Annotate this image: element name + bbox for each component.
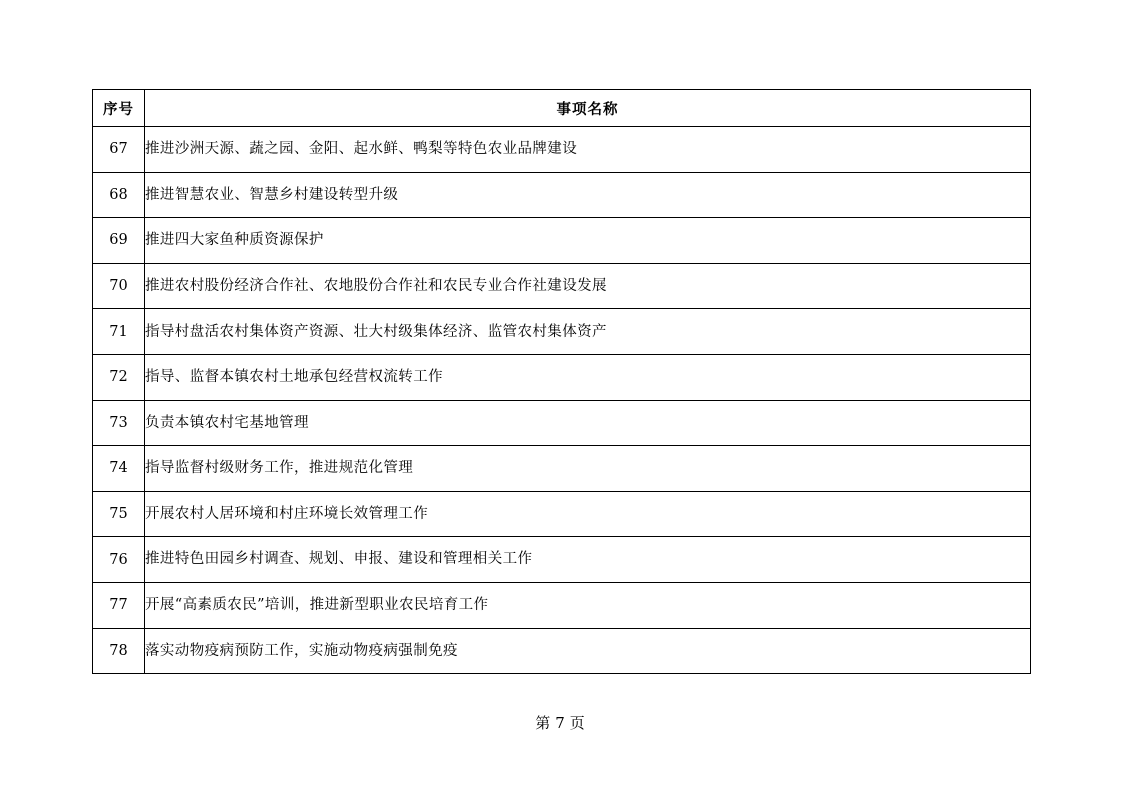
row-index: 78 <box>93 628 145 674</box>
row-index: 75 <box>93 491 145 537</box>
table-row <box>93 582 1031 628</box>
row-item-name: 推进四大家鱼种质资源保护 <box>145 218 1031 264</box>
table-row <box>93 491 1031 537</box>
table-body <box>93 127 1031 674</box>
table-row <box>93 218 1031 264</box>
table-row <box>93 446 1031 492</box>
table-row <box>93 628 1031 674</box>
page-number: 7 <box>555 714 567 732</box>
table-row <box>93 400 1031 446</box>
table-row <box>93 127 1031 173</box>
row-item-name: 指导监督村级财务工作，推进规范化管理 <box>145 446 1031 492</box>
table-row <box>93 263 1031 309</box>
row-item-name: 推进沙洲天源、蔬之园、金阳、起水鲜、鸭梨等特色农业品牌建设 <box>145 127 1031 173</box>
items-table <box>92 89 1031 674</box>
table-header-row <box>93 90 1031 127</box>
row-item-name: 指导村盘活农村集体资产资源、壮大村级集体经济、监管农村集体资产 <box>145 309 1031 355</box>
row-index: 73 <box>93 400 145 446</box>
page-footer-prefix: 第 <box>535 714 553 732</box>
table-row <box>93 309 1031 355</box>
row-item-name: 推进智慧农业、智慧乡村建设转型升级 <box>145 172 1031 218</box>
row-index: 77 <box>93 582 145 628</box>
row-index: 69 <box>93 218 145 264</box>
row-index: 71 <box>93 309 145 355</box>
row-index: 68 <box>93 172 145 218</box>
row-item-name: 开展“高素质农民”培训，推进新型职业农民培育工作 <box>145 582 1031 628</box>
row-item-name: 落实动物疫病预防工作，实施动物疫病强制免疫 <box>145 628 1031 674</box>
row-item-name: 推进农村股份经济合作社、农地股份合作社和农民专业合作社建设发展 <box>145 263 1031 309</box>
table-row <box>93 172 1031 218</box>
row-item-name: 指导、监督本镇农村土地承包经营权流转工作 <box>145 354 1031 400</box>
row-index: 72 <box>93 354 145 400</box>
column-header-index: 序号 <box>93 90 145 127</box>
column-header-item-name: 事项名称 <box>145 90 1031 127</box>
table-row <box>93 537 1031 583</box>
page-footer-suffix: 页 <box>569 714 587 732</box>
row-index: 76 <box>93 537 145 583</box>
page-footer <box>0 712 1122 733</box>
row-index: 74 <box>93 446 145 492</box>
row-index: 70 <box>93 263 145 309</box>
table-row <box>93 354 1031 400</box>
row-item-name: 开展农村人居环境和村庄环境长效管理工作 <box>145 491 1031 537</box>
table-header <box>93 90 1031 127</box>
row-index: 67 <box>93 127 145 173</box>
row-item-name: 负责本镇农村宅基地管理 <box>145 400 1031 446</box>
row-item-name: 推进特色田园乡村调查、规划、申报、建设和管理相关工作 <box>145 537 1031 583</box>
